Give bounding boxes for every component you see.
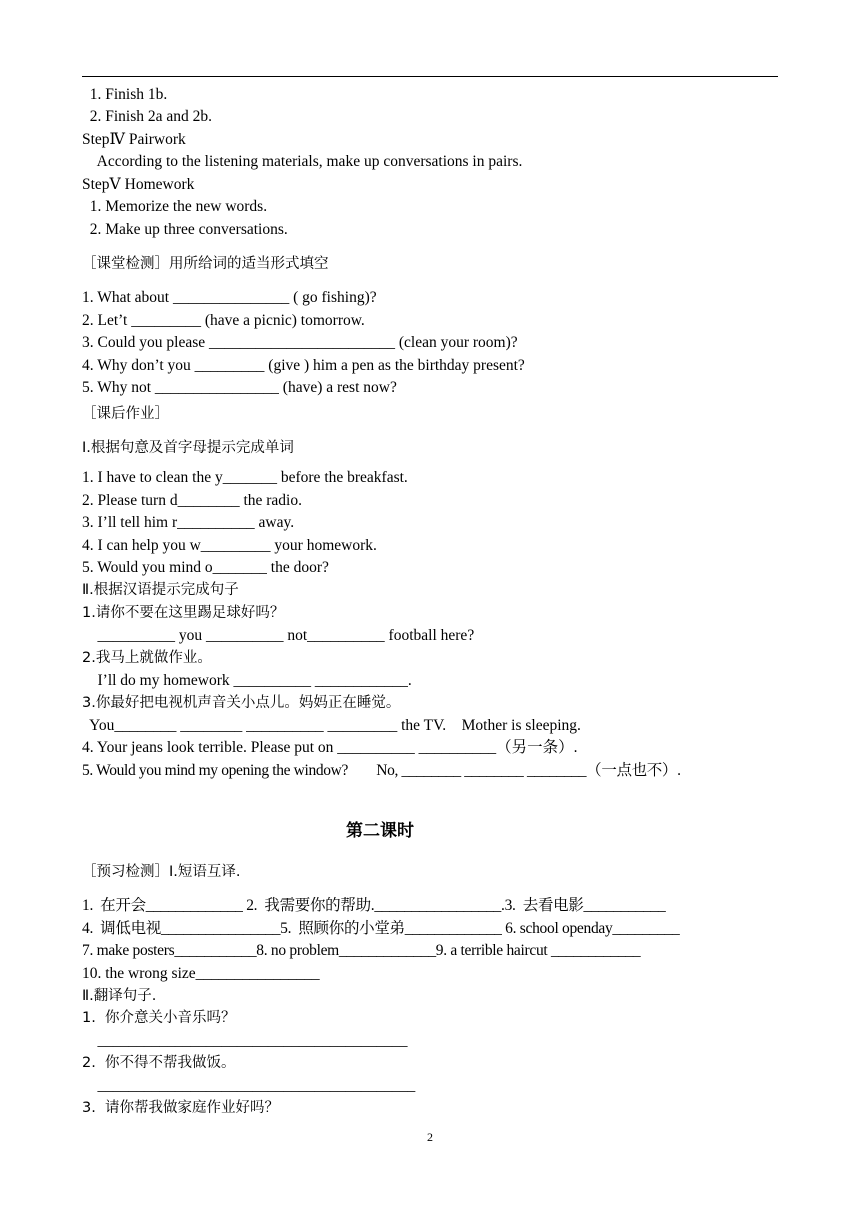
exercise-item: 2. 你不得不帮我做饭。 [82, 1055, 236, 1071]
step-heading: StepⅤ Homework [82, 176, 195, 193]
homework-heading: ［课后作业］ [82, 406, 169, 422]
step-line: 2. Make up three conversations. [82, 221, 288, 238]
step-line: 1. Finish 1b. [82, 86, 168, 103]
exercise-item: 1. 在开会_____________ 2. 我需要你的帮助._________________.3. 去看电影___________ [82, 897, 666, 914]
header-rule [82, 76, 778, 77]
exercise-item: 1. 你介意关小音乐吗？ [82, 1010, 236, 1026]
exercise-item: 4. I can help you w_________ your homework. [82, 537, 377, 554]
exercise-item: 3. Could you please ________________________ (clean your room)? [82, 334, 518, 351]
exercise-item: 5. Why not ________________ (have) a rest now? [82, 379, 397, 396]
exercise-item: 1. What about _______________ ( go fishing)? [82, 289, 377, 306]
exercise-item: You________ ________ __________ _________ the TV. Mother is sleeping. [82, 717, 581, 734]
exercise-item: 10. the wrong size________________ [82, 965, 320, 982]
answer-line: ________________________________________ [82, 1032, 408, 1049]
preview-heading: ［预习检测］Ⅰ.短语互译. [82, 864, 241, 880]
exercise-item: 4. Your jeans look terrible. Please put on __________ __________（另一条）. [82, 739, 578, 756]
exercise-item: I’ll do my homework __________ ____________. [82, 672, 412, 689]
exercise-item: 1.请你不要在这里踢足球好吗？ [82, 605, 285, 621]
exercise-item: 3. I’ll tell him r__________ away. [82, 514, 295, 531]
exercise-item: 5. Would you mind o_______ the door? [82, 559, 329, 576]
exercise-item: 3. 请你帮我做家庭作业好吗？ [82, 1100, 280, 1116]
answer-line: _________________________________________ [82, 1077, 416, 1094]
page-number: 2 [427, 1130, 433, 1144]
exercise-item: 5. Would you mind my opening the window? No, ________ ________ ________（一点也不）. [82, 762, 681, 779]
section-heading: Ⅱ.翻译句子. [82, 988, 157, 1004]
lesson-title: 第二课时 [346, 821, 414, 841]
exercise-item: 2.我马上就做作业。 [82, 650, 212, 666]
exercise-item: __________ you __________ not__________ football here? [82, 627, 475, 644]
exercise-item: 3.你最好把电视机声音关小点儿。妈妈正在睡觉。 [82, 695, 401, 711]
step-line: According to the listening materials, make up conversations in pairs. [82, 153, 523, 170]
exercise-item: 4. Why don’t you _________ (give ) him a pen as the birthday present? [82, 357, 525, 374]
classcheck-heading: ［课堂检测］用所给词的适当形式填空 [82, 256, 329, 272]
step-line: 1. Memorize the new words. [82, 198, 268, 215]
section-heading: Ⅱ.根据汉语提示完成句子 [82, 582, 239, 598]
step-line: 2. Finish 2a and 2b. [82, 108, 213, 125]
section-heading: Ⅰ.根据句意及首字母提示完成单词 [82, 440, 294, 456]
exercise-item: 4. 调低电视________________5. 照顾你的小堂弟_____________ 6. school openday_________ [82, 920, 680, 937]
exercise-item: 2. Let’t _________ (have a picnic) tomorrow. [82, 312, 365, 329]
step-heading: StepⅣ Pairwork [82, 131, 186, 148]
exercise-item: 7. make posters___________8. no problem_____________9. a terrible haircut ____________ [82, 942, 641, 959]
exercise-item: 2. Please turn d________ the radio. [82, 492, 302, 509]
exercise-item: 1. I have to clean the y_______ before the breakfast. [82, 469, 408, 486]
